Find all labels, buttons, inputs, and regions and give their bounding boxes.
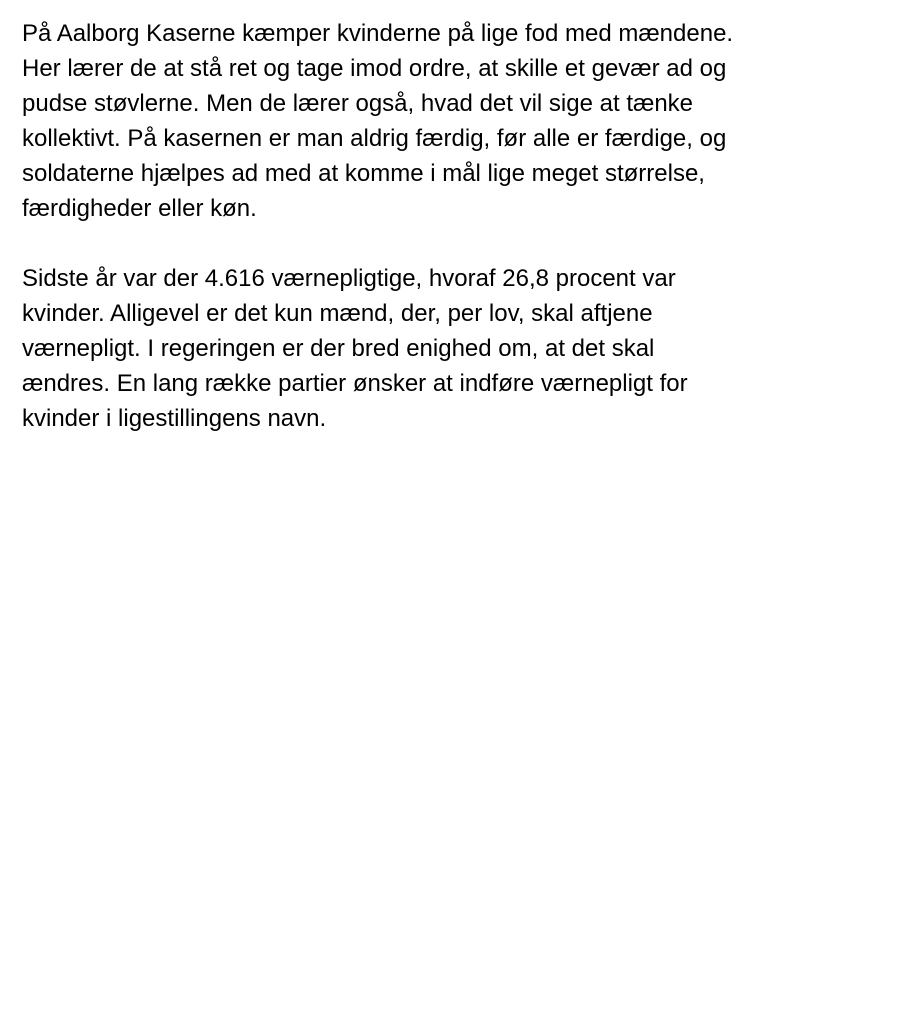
document-page [22,16,842,471]
paragraph-2: Sidste år var der 4.616 værnepligtige, hvoraf 26,8 procent var kvinder. Alligevel er det kun mænd, der, per lov, skal aftjene værnepligt. I regeringen er der bred enighed om, at det skal ændres. En lang række partier ønsker at indføre værnepligt for kvinder i ligestillingens navn. [22,265,688,432]
paragraph-1: På Aalborg Kaserne kæmper kvinderne på lige fod med mændene. Her lærer de at stå ret og tage imod ordre, at skille et gevær ad og pudse støvlerne. Men de lærer også, hvad det vil sige at tænke kollektivt. På kasernen er man aldrig færdig, før alle er færdige, og soldaterne hjælpes ad med at komme i mål lige meget størrelse, færdigheder eller køn. [22,20,734,222]
